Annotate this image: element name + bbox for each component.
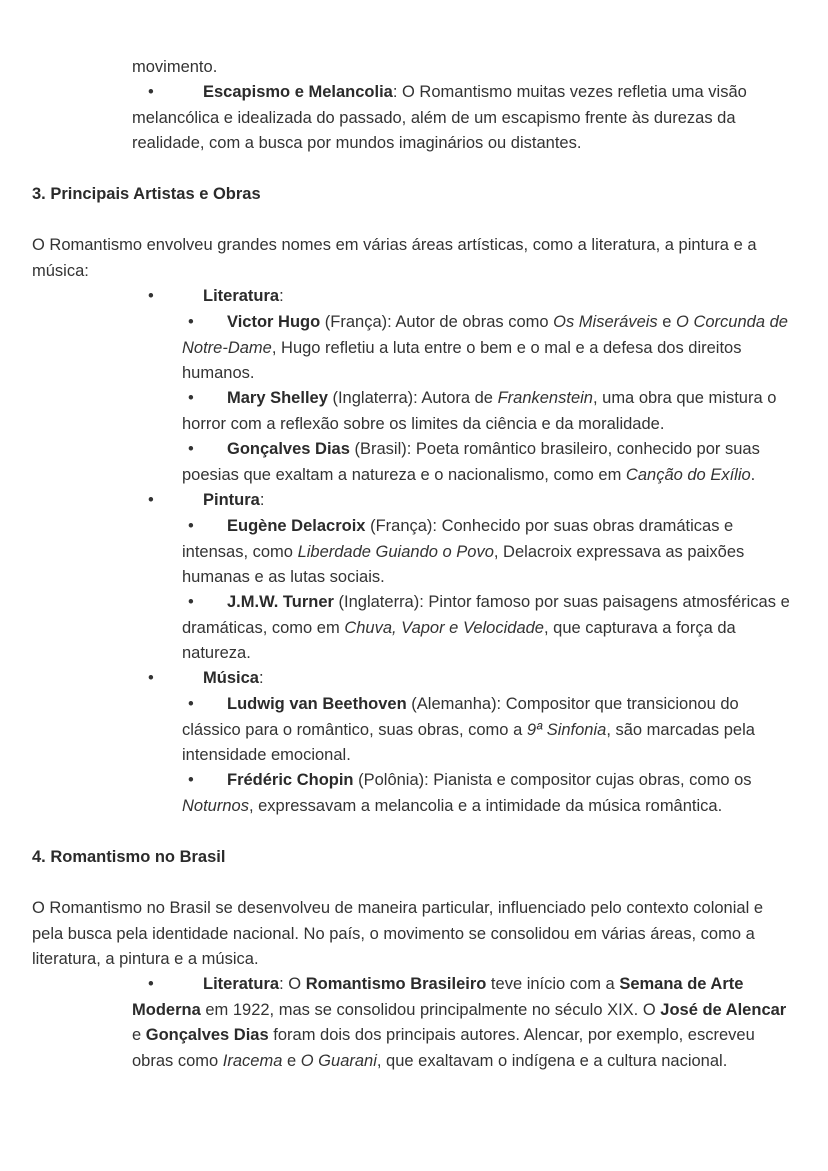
section-heading: 4. Romantismo no Brasil bbox=[32, 848, 226, 866]
bullet-icon: • bbox=[148, 287, 154, 305]
list-item-hugo: • Victor Hugo (França): Autor de obras como Os Miseráveis e O Corcunda de Notre-Dame, Hugo refletiu a luta entre o bem e o mal e a defesa dos direitos humanos. bbox=[182, 310, 797, 387]
section-intro: O Romantismo no Brasil se desenvolveu de maneira particular, influenciado pelo contexto colonial e pela busca pela identidade nacional. No país, o movimento se consolidou em várias áreas, como a literatura, a pintura e a música. bbox=[32, 899, 763, 968]
list-item-chopin: • Frédéric Chopin (Polônia): Pianista e compositor cujas obras, como os Noturnos, expressavam a melancolia e a intimidade da música romântica. bbox=[182, 768, 797, 819]
bullet-icon: • bbox=[188, 695, 194, 713]
list-item-turner: • J.M.W. Turner (Inglaterra): Pintor famoso por suas paisagens atmosféricas e dramáticas, como em Chuva, Vapor e Velocidade, que capturava a força da natureza. bbox=[182, 590, 797, 667]
bullet-icon: • bbox=[188, 593, 194, 611]
list-item-escapismo: • Escapismo e Melancolia: O Romantismo muitas vezes refletia uma visão melancólica e idealizada do passado, além de um escapismo frente às durezas da realidade, com a busca por mundos imaginários ou distantes. bbox=[132, 80, 792, 157]
list-item-delacroix: • Eugène Delacroix (França): Conhecido por suas obras dramáticas e intensas, como Liberdade Guiando o Povo, Delacroix expressava as paixões humanas e as lutas sociais. bbox=[182, 514, 797, 591]
list-item-literatura-brasil: • Literatura: O Romantismo Brasileiro teve início com a Semana de Arte Moderna em 1922, mas se consolidou principalmente no século XIX. O José de Alencar e Gonçalves Dias foram dois dos principais autores. Alencar, por exemplo, escreveu obras como Iracema e O Guarani, que exaltavam o indígena e a cultura nacional. bbox=[132, 972, 792, 1074]
list-item-beethoven: • Ludwig van Beethoven (Alemanha): Compositor que transicionou do clássico para o romântico, suas obras, como a 9ª Sinfonia, são marcadas pela intensidade emocional. bbox=[182, 692, 797, 769]
list-item-dias: • Gonçalves Dias (Brasil): Poeta romântico brasileiro, conhecido por suas poesias que exaltam a natureza e o nacionalismo, como em Canção do Exílio. bbox=[182, 437, 797, 488]
list-item-pintura: • Pintura: bbox=[132, 488, 792, 514]
bullet-icon: • bbox=[148, 975, 154, 993]
list-item-shelley: • Mary Shelley (Inglaterra): Autora de Frankenstein, uma obra que mistura o horror com a reflexão sobre os limites da ciência e da moralidade. bbox=[182, 386, 797, 437]
bullet-icon: • bbox=[188, 517, 194, 535]
section-heading: 3. Principais Artistas e Obras bbox=[32, 185, 261, 203]
bullet-icon: • bbox=[148, 669, 154, 687]
fragment-text: movimento. bbox=[132, 58, 218, 76]
bullet-icon: • bbox=[148, 491, 154, 509]
list-item-musica: • Música: bbox=[132, 666, 792, 692]
bullet-icon: • bbox=[188, 771, 194, 789]
paragraph-fragment bbox=[132, 55, 792, 81]
bullet-icon: • bbox=[188, 389, 194, 407]
bullet-icon: • bbox=[188, 440, 194, 458]
bullet-icon: • bbox=[188, 313, 194, 331]
term: Escapismo e Melancolia bbox=[203, 83, 393, 101]
list-item-literatura: • Literatura: bbox=[132, 284, 792, 310]
bullet-icon: • bbox=[148, 83, 154, 101]
section-intro: O Romantismo envolveu grandes nomes em várias áreas artísticas, como a literatura, a pintura e a música: bbox=[32, 236, 757, 280]
